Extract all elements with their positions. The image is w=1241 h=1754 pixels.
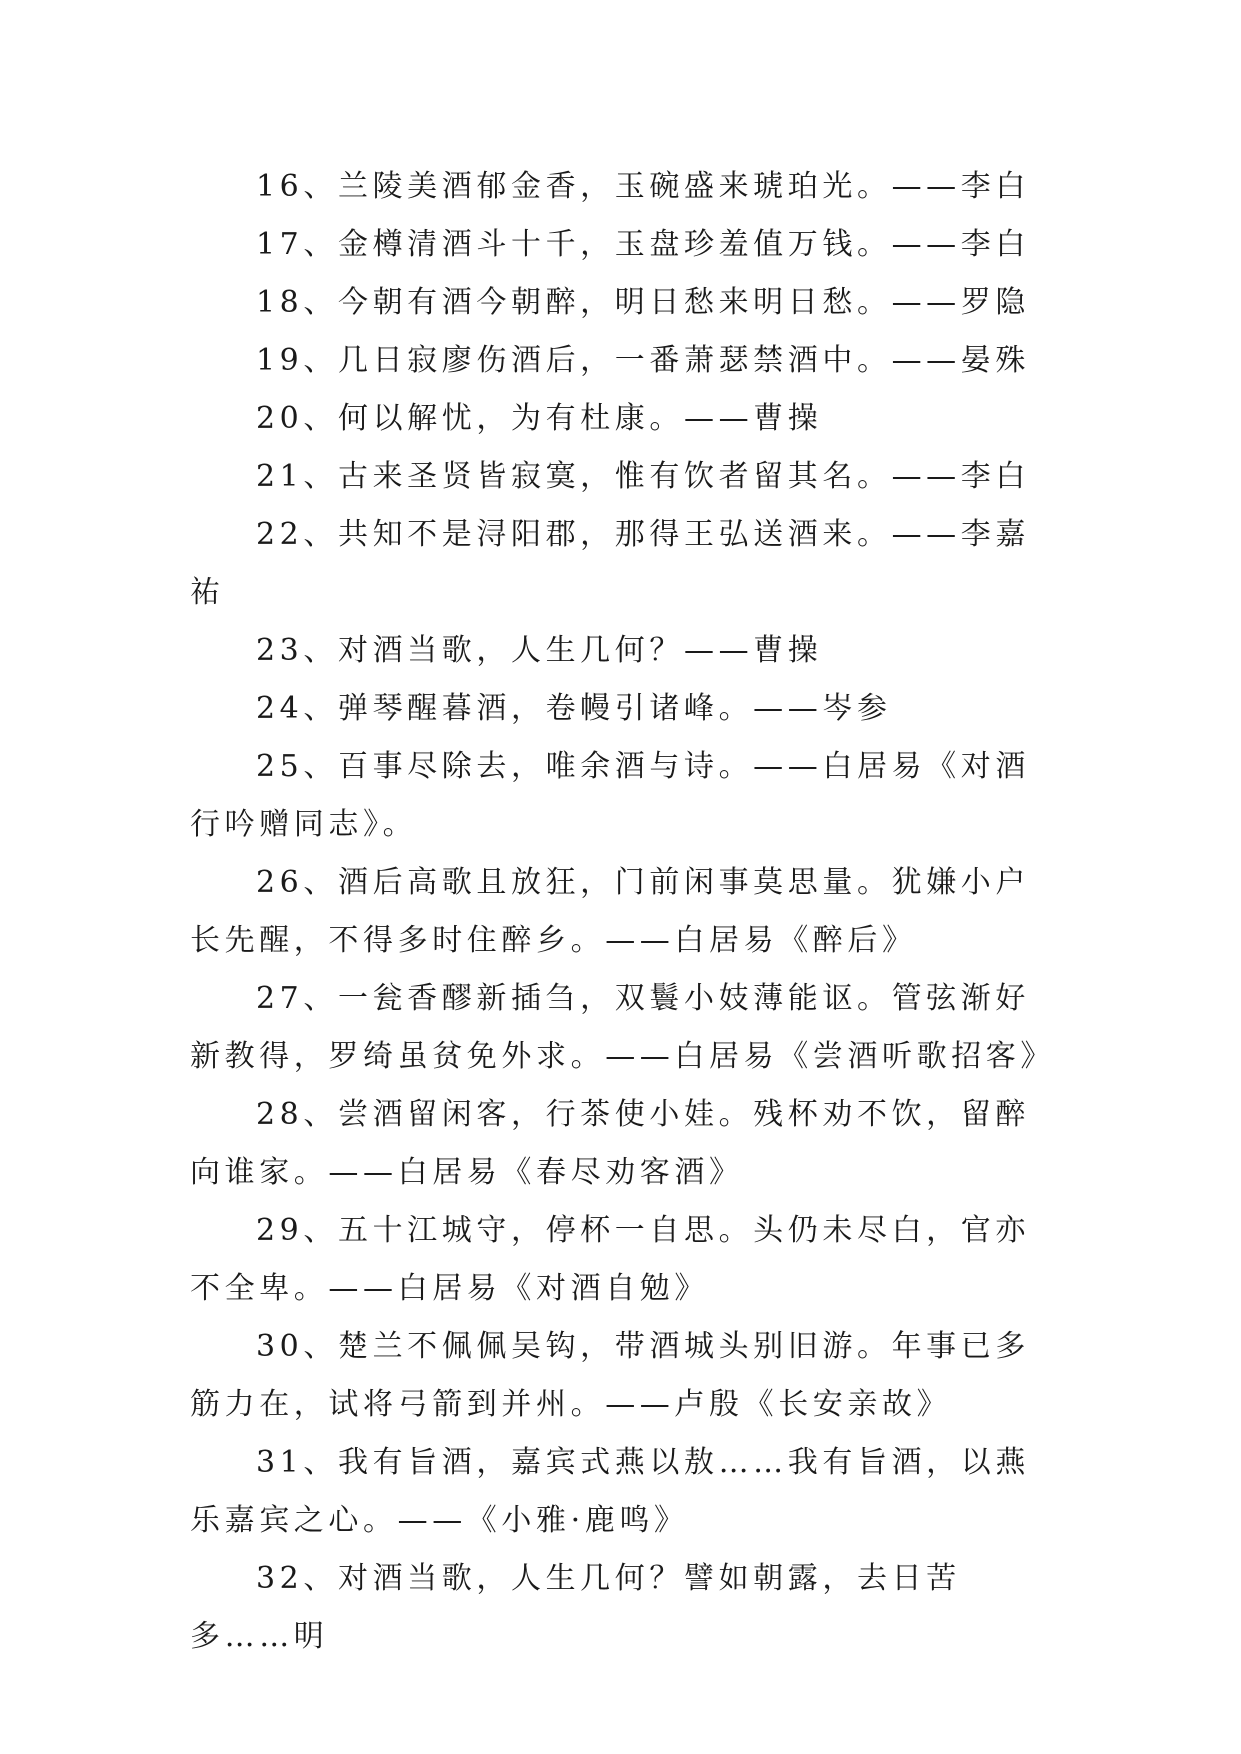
poem-line-17: 17、金樽清酒斗十千，玉盘珍羞值万钱。——李白 [256, 227, 1030, 262]
poem-line-30: 30、楚兰不佩佩吴钩，带酒城头别旧游。年事已多筋力在，试将弓箭到并州。——卢殷《长安亲故》 [190, 1329, 1030, 1422]
poem-line-23: 23、对酒当歌，人生几何？——曹操 [256, 633, 823, 668]
poem-line-26: 26、酒后高歌且放狂，门前闲事莫思量。犹嫌小户长先醒，不得多时住醉乡。——白居易《醉后》 [190, 865, 1030, 958]
poem-line-29: 29、五十江城守，停杯一自思。头仍未尽白，官亦不全卑。——白居易《对酒自勉》 [190, 1213, 1030, 1306]
document-body [190, 158, 1055, 1666]
poem-line-21: 21、古来圣贤皆寂寞，惟有饮者留其名。——李白 [256, 459, 1030, 494]
poem-line-31: 31、我有旨酒，嘉宾式燕以敖……我有旨酒，以燕乐嘉宾之心。——《小雅·鹿鸣》 [190, 1445, 1030, 1538]
poem-line-18: 18、今朝有酒今朝醉，明日愁来明日愁。——罗隐 [256, 285, 1030, 320]
poem-line-16: 16、兰陵美酒郁金香，玉碗盛来琥珀光。——李白 [256, 169, 1030, 204]
poem-line-19: 19、几日寂廖伤酒后，一番萧瑟禁酒中。——晏殊 [256, 343, 1030, 378]
poem-line-25: 25、百事尽除去，唯余酒与诗。——白居易《对酒行吟赠同志》。 [190, 749, 1030, 842]
poem-line-27: 27、一瓮香醪新插刍，双鬟小妓薄能讴。管弦渐好新教得，罗绮虽贫免外求。——白居易《尝酒听歌招客》 [190, 981, 1055, 1074]
poem-line-20: 20、何以解忧，为有杜康。——曹操 [256, 401, 823, 436]
poem-line-28: 28、尝酒留闲客，行茶使小娃。残杯劝不饮，留醉向谁家。——白居易《春尽劝客酒》 [190, 1097, 1030, 1190]
poem-line-32: 32、对酒当歌，人生几何？譬如朝露，去日苦多……明 [190, 1561, 961, 1654]
poem-line-24: 24、弹琴醒暮酒，卷幔引诸峰。——岑参 [256, 691, 892, 726]
poem-line-22: 22、共知不是浔阳郡，那得王弘送酒来。——李嘉祐 [190, 517, 1030, 610]
